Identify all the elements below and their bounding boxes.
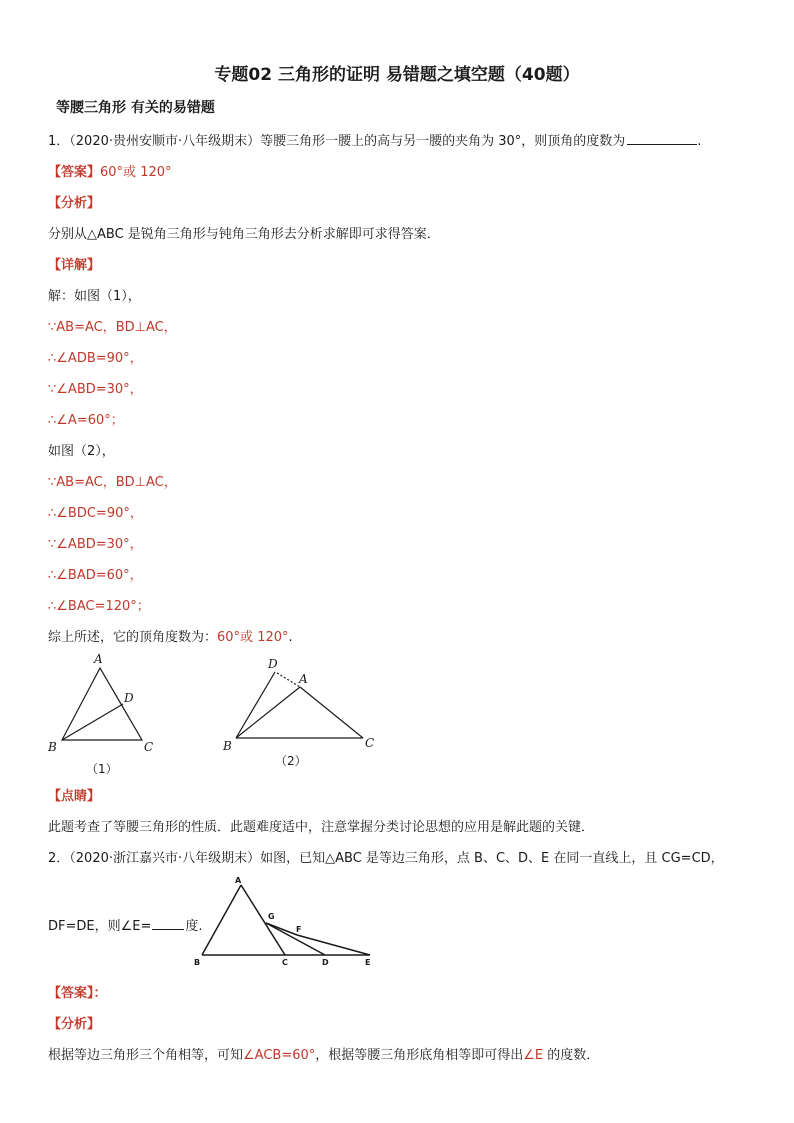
section-heading: 等腰三角形 有关的易错题 — [56, 100, 215, 116]
answer-tag-2: 【答案】： — [48, 986, 107, 1001]
step-3: ∴∠ADB=90°， — [48, 351, 143, 366]
comment-tag: 【点睛】 — [48, 789, 101, 804]
question-1-text: 1．（2020·贵州安顺市·八年级期末）等腰三角形一腰上的高与另一腰的夹角为 30°，则顶角的度数为 — [48, 134, 626, 149]
analysis-angle-e: ∠E — [523, 1048, 544, 1063]
question-2-prefix: DF=DE，则∠E= — [48, 919, 152, 934]
label-a: A — [94, 652, 103, 666]
label-c: C — [282, 958, 288, 967]
analysis-suffix: 的度数． — [543, 1048, 600, 1063]
label-c: C — [365, 736, 375, 750]
side-ab — [202, 885, 241, 955]
analysis-prefix: 根据等边三角形三个角相等，可知 — [48, 1048, 244, 1063]
answer-value: 60°或 120° — [100, 165, 172, 180]
analysis-tag-2: 【分析】 — [48, 1017, 101, 1032]
analysis-angle-acb: ∠ACB=60° — [243, 1048, 316, 1063]
step-4: ∵∠ABD=30°， — [48, 382, 143, 397]
step-11: ∴∠BAC=120°； — [48, 599, 150, 614]
summary-prefix: 综上所述，它的顶角度数为： — [48, 630, 218, 645]
segment-ba — [236, 687, 300, 738]
analysis-tag: 【分析】 — [48, 196, 101, 211]
step-7: ∵AB=AC，BD⊥AC， — [48, 475, 177, 490]
label-b: B — [194, 958, 201, 967]
question-1-end: . — [697, 134, 702, 149]
step-5: ∴∠A=60°； — [48, 413, 124, 428]
label-a: A — [299, 672, 308, 686]
extension-da — [277, 673, 300, 687]
label-c: C — [144, 740, 154, 754]
comment-text: 此题考查了等腰三角形的性质．此题难度适中，注意掌握分类讨论思想的应用是解此题的关键． — [48, 820, 595, 835]
step-10: ∴∠BAD=60°， — [48, 568, 143, 583]
detail-tag: 【详解】 — [48, 258, 101, 273]
step-9: ∵∠ABD=30°， — [48, 537, 143, 552]
label-d: D — [268, 657, 278, 671]
figure-2-caption: （2） — [275, 754, 307, 768]
answer-line — [48, 161, 172, 180]
step-2: ∵AB=AC，BD⊥AC， — [48, 320, 177, 335]
segment-ac — [300, 687, 363, 738]
analysis-mid: ，根据等腰三角形底角相等即可得出 — [315, 1048, 524, 1063]
question-1-stem — [48, 130, 701, 149]
step-1: 解：如图（1）， — [48, 289, 141, 304]
answer-blank — [627, 132, 697, 145]
answer-blank — [152, 917, 184, 930]
label-a: A — [235, 876, 242, 885]
question-2-suffix: 度. — [185, 919, 203, 934]
answer-tag: 【答案】 — [48, 165, 101, 180]
label-d: D — [322, 958, 329, 967]
document-title: 专题02 三角形的证明 易错题之填空题（40题） — [214, 65, 580, 85]
summary-end: . — [288, 630, 293, 645]
label-b: B — [223, 739, 232, 753]
side-ac — [241, 885, 285, 955]
label-b: B — [48, 740, 57, 754]
label-f: F — [296, 925, 302, 934]
summary-line — [48, 626, 293, 645]
step-6: 如图（2）， — [48, 444, 115, 459]
figure-1-caption: （1） — [86, 762, 118, 776]
analysis-text: 分别从△ABC 是锐角三角形与钝角三角形去分析求解即可求得答案． — [48, 227, 440, 242]
label-d: D — [124, 691, 134, 705]
figure-q2-diagram — [190, 875, 380, 970]
label-g: G — [268, 912, 275, 921]
step-8: ∴∠BDC=90°， — [48, 506, 143, 521]
analysis-text-2 — [48, 1044, 599, 1063]
question-2-line-2 — [48, 915, 203, 934]
question-2-text: 2．（2020·浙江嘉兴市·八年级期末）如图，已知△ABC 是等边三角形，点 B、C、D、E 在同一直线上，且 CG=CD， — [48, 851, 724, 866]
label-e: E — [365, 958, 371, 967]
segment-bd — [236, 672, 275, 738]
summary-value: 60°或 120° — [217, 630, 289, 645]
